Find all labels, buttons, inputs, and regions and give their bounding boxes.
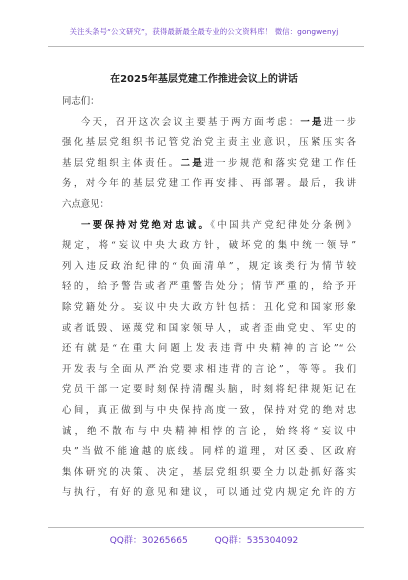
text-run: 《中国共产党纪律处分条例》 xyxy=(210,219,356,231)
section-1-line: 或者诋毁、诬蔑党和国家领导人，或者歪曲党史、军史的 xyxy=(62,322,356,334)
paragraph-1-line xyxy=(62,113,356,134)
footer xyxy=(0,533,408,546)
header-divider xyxy=(48,46,364,47)
footer-divider xyxy=(48,527,364,528)
section-1-line: 央”当做不能逾越的底线。同样的道理，对区委、区政府 xyxy=(62,446,356,458)
paragraph-1-line: 务，对今年的基层党建工作再安排、再部署。最后，我讲 xyxy=(62,178,356,190)
footer-qq-group-2: QQ群：535304092 xyxy=(214,536,299,546)
salutation: 同志们： xyxy=(62,96,100,107)
emphasis-run: 二是 xyxy=(180,157,205,169)
paragraph-1-line xyxy=(62,154,356,175)
text-run: 进一步规范和落实党建工作任 xyxy=(204,157,356,169)
section-1-line: 与执行，有好的意见和建议，可以通过党内规定允许的方 xyxy=(62,487,356,499)
section-1-line: 规定，将“妄议中央大政方针，破坏党的集中统一领导” xyxy=(62,240,356,252)
section-1-line: 心间，真正做到与中央保持高度一致，保持对党的绝对忠 xyxy=(62,404,356,416)
text-run: 基层党组织主体责任。 xyxy=(62,157,181,169)
document-body xyxy=(62,92,356,504)
section-1-line: 列入违反政治纪律的“负面清单”，规定该类行为情节较 xyxy=(62,260,356,272)
text-run: 今天，召开这次会议主要基于两方面考虑： xyxy=(81,116,301,128)
emphasis-run: 一是 xyxy=(300,116,324,128)
section-1-line: 诚，绝不散布与中央精神相悖的言论，始终将“妄议中 xyxy=(62,425,356,437)
text-run: 进一步 xyxy=(323,116,356,128)
section-1-line: 还有就是“在重大问题上发表违背中央精神的言论”“公 xyxy=(62,343,356,355)
paragraph-1-line: 强化基层党组织书记管党治党主责主业意识，压紧压实各 xyxy=(62,137,356,149)
section-1-line: 轻的，给予警告或者严重警告处分；情节严重的，给予开 xyxy=(62,281,356,293)
footer-qq-group-1: QQ群：30265665 xyxy=(109,536,188,546)
section-1-line: 集体研究的决策、决定，基层党组织要全力以赴抓好落实 xyxy=(62,466,356,478)
section-1-line: 开发表与全面从严治党要求相违背的言论”，等等。我们 xyxy=(62,363,356,375)
section-1-line: 党员干部一定要时刻保持清醒头脑，时刻将纪律规矩记在 xyxy=(62,384,356,396)
section-1-line xyxy=(62,216,356,237)
document-title: 在2025年基层党建工作推进会议上的讲话 xyxy=(110,74,298,85)
header-banner: 关注头条号“公文研究”，获得最新最全最专业的公文资料库！ 微信：gongwenyj xyxy=(69,27,339,36)
section-1-line: 除党籍处分。妄议中央大政方针包括：丑化党和国家形象 xyxy=(62,301,356,313)
section-heading: 一要保持对党绝对忠诚。 xyxy=(81,219,211,231)
paragraph-1-line: 六点意见： xyxy=(62,198,109,210)
